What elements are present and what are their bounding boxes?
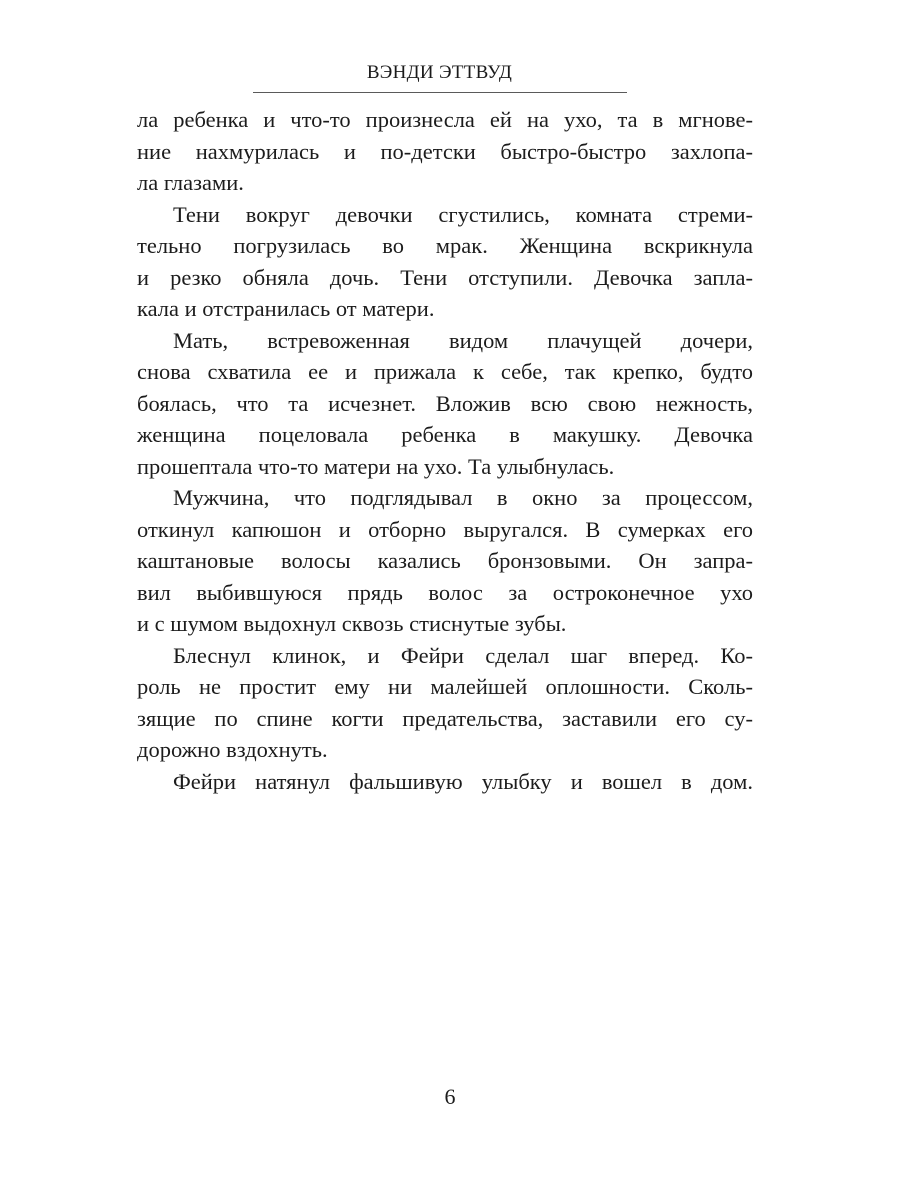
text-line: ла ребенка и что-то произнесла ей на ухо, та в мгнове- [137,107,753,132]
paragraph-3 [137,325,753,483]
paragraph-4 [137,482,753,640]
text-line: и с шумом выдохнул сквозь стиснутые зубы. [137,611,567,636]
text-line: боялась, что та исчезнет. Вложив всю свою нежность, [137,390,753,416]
paragraph-1 [137,104,753,199]
text-line: Мать, встревоженная видом плачущей дочери, [173,327,753,353]
text-line: дорожно вздохнуть. [137,737,328,762]
text-line: снова схватила ее и прижала к себе, так крепко, будто [137,359,753,384]
text-line: вил выбившуюся прядь волос за остроконечное ухо [137,579,753,605]
running-header: ВЭНДИ ЭТТВУД [366,62,513,83]
paragraph-2 [137,199,753,325]
text-line: тельно погрузилась во мрак. Женщина вскрикнула [137,233,753,258]
paragraph-5 [137,640,753,766]
page-number: 6 [444,1084,456,1109]
text-line: откинул капюшон и отборно выругался. В сумерках его [137,516,753,542]
body-text [137,104,753,797]
text-line: роль не простит ему ни малейшей оплошности. Сколь- [137,674,753,699]
text-line: ла глазами. [137,170,244,195]
text-line: прошептала что-то матери на ухо. Та улыбнулась. [137,453,615,479]
text-line: Тени вокруг девочки сгустились, комната стреми- [173,201,753,227]
text-line: ние нахмурилась и по-детски быстро-быстро захлопа- [137,138,753,164]
text-line: зящие по спине когти предательства, заставили его су- [137,705,753,731]
text-line: Блеснул клинок, и Фейри сделал шаг вперед. Ко- [173,642,753,668]
text-line: кала и отстранилась от матери. [137,296,435,321]
text-line: Мужчина, что подглядывал в окно за процессом, [173,485,753,510]
header-rule [253,92,627,93]
text-line: женщина поцеловала ребенка в макушку. Девочка [137,422,753,447]
text-line: каштановые волосы казались бронзовыми. Он запра- [137,548,753,573]
paragraph-6 [137,766,753,798]
text-line: Фейри натянул фальшивую улыбку и вошел в дом. [173,768,753,794]
text-line: и резко обняла дочь. Тени отступили. Девочка запла- [137,264,753,290]
